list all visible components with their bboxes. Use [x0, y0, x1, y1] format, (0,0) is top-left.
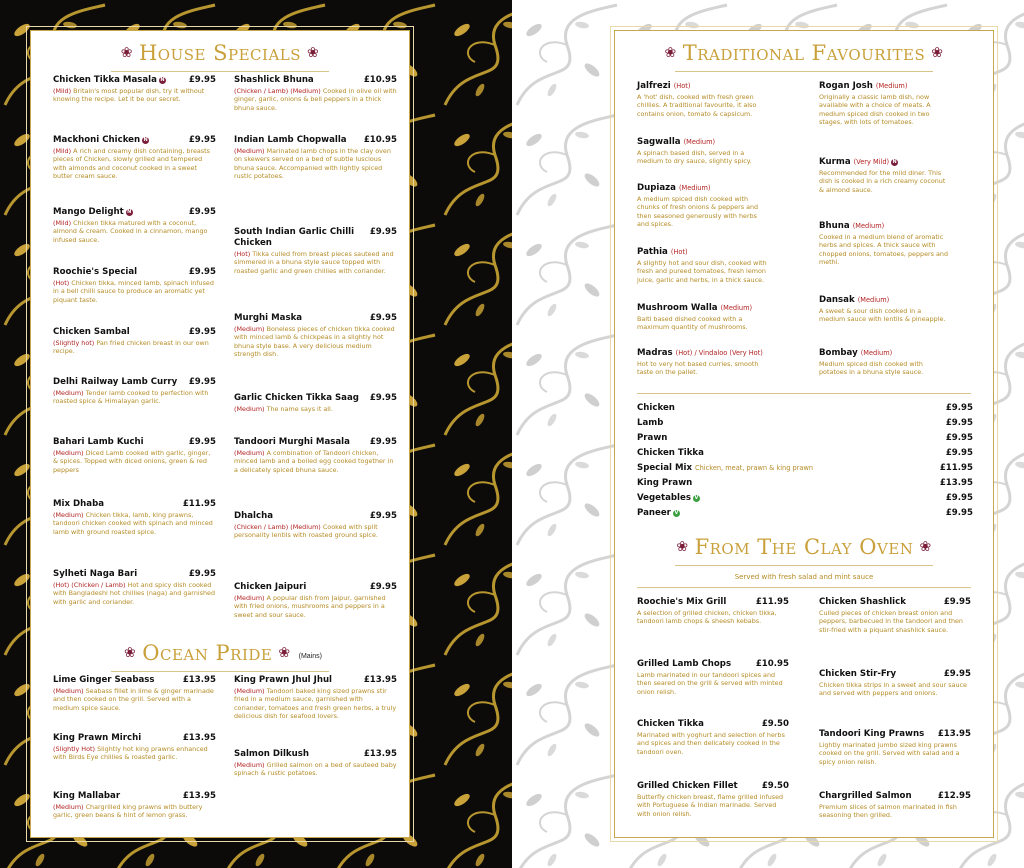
spice-tag: (Medium) [53, 511, 84, 519]
dish-name: Indian Lamb Chopwalla [234, 135, 347, 145]
menu-item [53, 437, 216, 474]
dish-name: Dupiaza [637, 183, 676, 193]
meat-option: Chicken [637, 403, 675, 413]
dish-name: Bombay [819, 348, 858, 358]
dish-description [234, 325, 397, 358]
menu-item [819, 729, 971, 766]
dish-description [234, 687, 397, 720]
description-text: A combination of Tandoori chicken, minced lamb and a boiled egg cooked together in a delicately spiced bhuna sauce. [234, 449, 394, 474]
dish-name: South Indian Garlic Chilli Chicken [234, 227, 355, 248]
menu-item-header [819, 597, 971, 608]
dish-name: Chicken Sambal [53, 327, 130, 337]
dish-price: £13.95 [182, 675, 216, 685]
dish-description [234, 250, 397, 275]
description-text: Chargrilled king prawns with buttery garlic, green beans & hint of lemon grass. [53, 803, 203, 820]
menu-item [637, 719, 789, 756]
dish-price: £11.95 [755, 597, 789, 607]
meat-option: Vegetables [637, 493, 691, 503]
clay-oven-heading: ❀ From The Clay Oven ❀ [676, 535, 932, 559]
traditional-dish [819, 81, 949, 126]
traditional-dish [637, 247, 767, 284]
menu-item [53, 135, 216, 180]
menu-item-header [819, 729, 971, 740]
menu-item [234, 393, 397, 413]
menu-item-header [234, 437, 397, 448]
meat-option: Prawn [637, 433, 668, 443]
dish-price: £13.95 [937, 729, 971, 739]
menu-item-header [234, 675, 397, 686]
dish-description [234, 405, 397, 413]
description-text: The name says it all. [266, 405, 333, 413]
dish-name: Roochie's Mix Grill [637, 597, 727, 607]
menu-item [53, 327, 216, 356]
dish-price: £13.95 [363, 749, 397, 759]
meat-option: King Prawn [637, 478, 693, 488]
dish-price: £9.50 [761, 719, 789, 729]
dish-description [53, 581, 216, 606]
dish-description [53, 803, 216, 820]
dish-description [53, 147, 216, 180]
price-row [637, 506, 973, 521]
dish-name: Dansak [819, 295, 855, 305]
dish-price: £11.95 [182, 499, 216, 509]
dish-name: Grilled Chicken Fillet [637, 781, 738, 791]
vegetarian-icon: V [674, 510, 679, 516]
dish-price: £9.95 [369, 393, 397, 403]
price-row [637, 416, 973, 431]
dish-name: Bahari Lamb Kuchi [53, 437, 144, 447]
dish-name: Tandoori King Prawns [819, 729, 925, 739]
spice-tag: (Hot) / Vindaloo (Very Hot) [675, 349, 763, 357]
menu-item [234, 511, 397, 540]
dish-description: A spinach based dish, served in a medium to dry sauce, slightly spicy. [637, 149, 752, 166]
menu-item-header [234, 75, 397, 86]
menu-item-header [53, 499, 216, 510]
dish-price: £10.95 [363, 135, 397, 145]
spice-tag: (Medium) [53, 449, 84, 457]
description-text: Grilled salmon on a bed of sauteed baby spinach & rustic potatoes. [234, 761, 397, 778]
spice-tag: (Slightly hot) [53, 339, 95, 347]
menu-item-header [53, 675, 216, 686]
menu-item-header [53, 207, 216, 218]
divider [675, 71, 933, 72]
spice-tag: (Hot) [670, 248, 688, 256]
spice-tag: (Medium) [852, 222, 885, 230]
menu-item [234, 675, 397, 720]
spice-tag: (Chicken / Lamb) (Medium) [234, 87, 321, 95]
menu-item-header [819, 791, 971, 802]
dish-price: £9.95 [188, 75, 216, 85]
dish-price: £9.95 [369, 582, 397, 592]
nut-allergen-icon: N [143, 137, 148, 143]
dish-name: Grilled Lamb Chops [637, 659, 732, 669]
option-price: £9.95 [945, 508, 973, 518]
dish-name: King Mallabar [53, 791, 121, 801]
spice-tag: (Medium) [234, 405, 265, 413]
dish-name: Roochie's Special [53, 267, 138, 277]
traditional-dish [819, 157, 949, 194]
description-text: Tandoori baked king sized prawns stir fried in a medium sauce, garnished with coriander, tomatoes and fresh green herbs, a truly delicious dish for seafood lovers. [234, 687, 397, 720]
ornament-icon: ❀ [919, 539, 932, 555]
dish-price: £9.95 [188, 135, 216, 145]
spice-tag: (Very Mild) [853, 158, 890, 166]
menu-item [53, 733, 216, 762]
traditional-dish [637, 348, 767, 377]
spice-tag: (Medium) [234, 325, 265, 333]
dish-description: Marinated with yoghurt and selection of herbs and spices and then delicately cooked in the tandoori oven. [637, 731, 785, 756]
dish-name: Sylheti Naga Bari [53, 569, 138, 579]
dish-price: £13.95 [182, 733, 216, 743]
nut-allergen-icon: N [160, 77, 165, 83]
dish-name: Pathia [637, 247, 668, 257]
dish-price: £9.95 [188, 327, 216, 337]
dish-name: Chicken Shashlick [819, 597, 906, 607]
divider [637, 393, 971, 394]
dish-description: Butterfly chicken breast, flame grilled infused with Portuguese & Indian marinade. Served with onion relish. [637, 793, 784, 818]
spice-tag: (Medium) [860, 349, 893, 357]
menu-item-header [637, 781, 789, 792]
menu-item [819, 597, 971, 634]
description-text: Tikka culled from breast pieces sauteed and simmered in a bhuna style sauce topped with roasted garlic and green chillies with coriander. [234, 250, 394, 275]
house-specials-heading: ❀ House Specials ❀ [120, 41, 320, 65]
dish-price: £9.95 [369, 511, 397, 521]
dish-price: £9.95 [943, 669, 971, 679]
meat-option: Chicken Tikka [637, 448, 704, 458]
dish-description: Premium slices of salmon marinated in fish seasoning then grilled. [819, 803, 957, 820]
dish-name: Madras [637, 348, 673, 358]
menu-item [234, 437, 397, 474]
spice-tag: (Medium) [857, 296, 890, 304]
traditional-dish [637, 137, 767, 166]
menu-item-header [53, 569, 216, 580]
spice-tag: (Hot) [53, 279, 70, 287]
dish-price: £9.50 [761, 781, 789, 791]
menu-item [234, 313, 397, 358]
dish-description: Chicken tikka strips in a sweet and sour sauce and served with peppers and onions. [819, 681, 967, 698]
dish-description [53, 687, 216, 712]
dish-description [234, 761, 397, 778]
dish-name: Chicken Tikka Masala [53, 75, 157, 85]
divider [637, 587, 971, 588]
meat-option: Special Mix [637, 463, 692, 473]
dish-description [53, 279, 216, 304]
menu-item [53, 377, 216, 406]
spice-tag: (Medium) [875, 82, 908, 90]
dish-name: Tandoori Murghi Masala [234, 437, 350, 447]
traditional-favourites-heading: ❀ Traditional Favourites ❀ [664, 41, 944, 65]
ornament-icon: ❀ [124, 645, 137, 661]
dish-description: Medium spiced dish cooked with potatoes in a bhuna style sauce. [819, 360, 924, 377]
menu-item [53, 675, 216, 712]
dish-description: A sweet & sour dish cooked in a medium sauce with lentils & pineapple. [819, 307, 946, 324]
menu-item-header [53, 135, 216, 146]
dish-description [234, 147, 397, 180]
menu-item-header [234, 511, 397, 522]
dish-name: Chicken Jaipuri [234, 582, 307, 592]
menu-item-header [234, 227, 397, 249]
menu-item [53, 267, 216, 304]
traditional-dish [819, 348, 949, 377]
price-row [637, 491, 973, 506]
dish-price: £9.95 [369, 437, 397, 447]
description-text: Cooked in olive oil with ginger, garlic, onions & bell peppers in a thick bhuna sauce. [234, 87, 397, 112]
dish-name: Chicken Stir-Fry [819, 669, 897, 679]
description-text: Boneless pieces of chicken tikka cooked with minced lamb & chickpeas in a slightly hot bhuna style base. A very delicious medium strength dish. [234, 325, 395, 358]
dish-description: Hot to very hot based curries, smooth taste on the pallet. [637, 360, 759, 377]
description-text: Chicken tikka, lamb, king prawns, tandoori chicken cooked with spinach and minced lamb with ground roasted spice. [53, 511, 213, 536]
description-text: Cooked with split personality lentils with roasted ground spice. [234, 523, 378, 540]
nut-allergen-icon: N [127, 209, 132, 215]
dish-name: Rogan Josh [819, 81, 873, 91]
spice-tag: (Medium) [720, 304, 753, 312]
menu-item-header [53, 377, 216, 388]
menu-item-header [234, 135, 397, 146]
dish-name: Kurma [819, 157, 851, 167]
dish-description: A medium spiced dish cooked with chunks of fresh onions & peppers and then seasoned generously with herbs and spices. [637, 195, 759, 228]
spice-tag: (Medium) [234, 594, 265, 602]
spice-tag: (Mild) [53, 147, 72, 155]
dish-price: £9.95 [943, 597, 971, 607]
dish-description [234, 523, 397, 540]
dish-description: Lightly marinated jumbo sized king prawns cooked on the grill. Served with salad and a spicy onion relish. [819, 741, 960, 766]
dish-name: Jalfrezi [637, 81, 671, 91]
menu-item-header [637, 719, 789, 730]
left-menu-panel [30, 30, 410, 838]
meat-option: Lamb [637, 418, 664, 428]
dish-description: Culled pieces of chicken breast onion and peppers, barbecued in the tandoori and then stir-fried with a piquant shashlick sauce. [819, 609, 963, 634]
nut-allergen-icon: N [892, 159, 897, 165]
dish-name: Mix Dhaba [53, 499, 105, 509]
description-text: Chicken tikka matured with a coconut, almond & cream. Cooked in a cinnamon, mango infused sauce. [53, 219, 208, 244]
spice-tag: (Medium) [683, 138, 716, 146]
dish-description: A selection of grilled chicken, chicken tikka, tandoori lamb chops & sheesh kebabs. [637, 609, 777, 626]
menu-item [53, 569, 216, 606]
ornament-icon: ❀ [120, 45, 133, 61]
dish-name: Delhi Railway Lamb Curry [53, 377, 178, 387]
spice-tag: (Medium) [53, 687, 84, 695]
menu-item-header [53, 437, 216, 448]
dish-description: Lamb marinated in our tandoori spices and then seared on the grill & served with minted onion relish. [637, 671, 783, 696]
divider [111, 71, 329, 72]
spice-tag: (Hot) [673, 82, 691, 90]
menu-item-header [234, 393, 397, 404]
dish-price: £9.95 [188, 377, 216, 387]
dish-price: £10.95 [363, 75, 397, 85]
vegetarian-icon: V [694, 495, 699, 501]
dish-name: Chargrilled Salmon [819, 791, 912, 801]
price-row [637, 431, 973, 446]
dish-name: Garlic Chicken Tikka Saag [234, 393, 359, 403]
traditional-dish [637, 183, 767, 228]
option-price: £9.95 [945, 433, 973, 443]
traditional-dish [819, 295, 949, 324]
menu-item [637, 659, 789, 696]
spice-tag: (Mild) [53, 87, 72, 95]
dish-description [234, 449, 397, 474]
traditional-dish [637, 303, 767, 332]
menu-item-header [234, 313, 397, 324]
menu-item [234, 582, 397, 619]
menu-item [819, 669, 971, 698]
menu-item [53, 499, 216, 536]
dish-name: Bhuna [819, 221, 850, 231]
menu-item [53, 791, 216, 820]
dish-description: Recommended for the mild diner. This dish is cooked in a rich creamy coconut & almond sauce. [819, 169, 946, 194]
spice-tag: (Medium) [234, 761, 265, 769]
option-price: £9.95 [945, 418, 973, 428]
dish-description [53, 511, 216, 536]
description-text: Marinated lamb chops in the clay oven on skewers served on a bed of subtle luscious bhuna sauce. Accompanied with lightly spiced rustic potatoes. [234, 147, 391, 180]
ocean-pride-heading: ❀ Ocean Pride ❀ $^{(Mains)}$ [124, 641, 322, 665]
menu-item [234, 75, 397, 112]
dish-price: £12.95 [937, 791, 971, 801]
menu-item-header [53, 327, 216, 338]
dish-description: Originally a classic lamb dish, now available with a choice of meats. A medium spiced dish cooked in two stages, with lots of tomatoes. [819, 93, 931, 126]
dish-price: £13.95 [182, 791, 216, 801]
dish-name: Salmon Dilkush [234, 749, 309, 759]
menu-item-header [53, 267, 216, 278]
price-row [637, 401, 973, 416]
dish-description [53, 745, 216, 762]
ornament-icon: ❀ [307, 45, 320, 61]
divider [111, 671, 329, 672]
description-text: Pan fried chicken breast in our own recipe. [53, 339, 209, 356]
dish-price: £9.95 [188, 267, 216, 277]
traditional-dish [637, 81, 767, 118]
option-price: £9.95 [945, 403, 973, 413]
dish-name: Mushroom Walla [637, 303, 718, 313]
dish-description [234, 594, 397, 619]
description-text: Seabass fillet in lime & ginger marinade and then cooked on the grill. Served with a medium spice sauce. [53, 687, 214, 712]
option-price: £11.95 [939, 463, 973, 473]
option-price: £9.95 [945, 493, 973, 503]
menu-item [53, 207, 216, 244]
spice-tag: (Mild) [53, 219, 72, 227]
spice-tag: (Chicken / Lamb) (Medium) [234, 523, 321, 531]
menu-item-header [637, 659, 789, 670]
traditional-price-list [637, 401, 973, 521]
clay-oven-note: Served with fresh salad and mint sauce [734, 573, 874, 581]
dish-price: £9.95 [188, 207, 216, 217]
dish-name: Mango Delight [53, 207, 124, 217]
description-text: A popular dish from Jaipur, garnished with fried onions, mushrooms and peppers in a sweet and sour sauce. [234, 594, 386, 619]
dish-price: £10.95 [755, 659, 789, 669]
dish-name: Murghi Maska [234, 313, 303, 323]
dish-name: Dhalcha [234, 511, 274, 521]
menu-item [53, 75, 216, 104]
description-text: Slightly hot king prawns enhanced with Birds Eye chillies & roasted garlic. [53, 745, 208, 762]
divider [675, 565, 933, 566]
dish-description [53, 389, 216, 406]
spice-tag: (Medium) [234, 449, 265, 457]
ornament-icon: ❀ [664, 45, 677, 61]
dish-name: King Prawn Mirchi [53, 733, 142, 743]
description-text: Chicken tikka, minced lamb, spinach infused in a bell chilli sauce to produce an aromatic yet piquant taste. [53, 279, 214, 304]
spice-tag: (Medium) [53, 389, 84, 397]
dish-price: £9.95 [369, 313, 397, 323]
menu-item-header [234, 749, 397, 760]
menu-item-header [234, 582, 397, 593]
spice-tag: (Hot) [234, 250, 251, 258]
traditional-dish [819, 221, 949, 266]
dish-description: Balti based dished cooked with a maximum quantity of mushrooms. [637, 315, 748, 332]
ornament-icon: ❀ [676, 539, 689, 555]
dish-price: £9.95 [188, 569, 216, 579]
ornament-icon: ❀ [931, 45, 944, 61]
spice-tag: (Medium) [53, 803, 84, 811]
dish-description [53, 87, 216, 104]
dish-description [53, 449, 216, 474]
menu-item-header [819, 669, 971, 680]
dish-name: Chicken Tikka [637, 719, 704, 729]
dish-description [53, 339, 216, 356]
dish-price: £13.95 [363, 675, 397, 685]
meat-option: Paneer [637, 508, 671, 518]
spice-tag: (Medium) [234, 687, 265, 695]
dish-description: A slightly hot and sour dish, cooked with fresh and pureed tomatoes, fresh lemon juice, garlic and herbs, in a thick sauce. [637, 259, 767, 284]
spice-tag: (Medium) [678, 184, 711, 192]
price-row [637, 476, 973, 491]
dish-name: Mackhoni Chicken [53, 135, 141, 145]
dish-description: Cooked in a medium blend of aromatic herbs and spices. A thick sauce with chopped onions, tomatoes, peppers and methi. [819, 233, 949, 266]
dish-name: Sagwalla [637, 137, 681, 147]
menu-item [234, 749, 397, 778]
spice-tag: (Hot) (Chicken / Lamb) [53, 581, 126, 589]
description-text: A rich and creamy dish containing, breasts pieces of Chicken, slowly grilled and tempered with almonds and coconut cooked in a sweet butter cream sauce. [53, 147, 210, 180]
price-row [637, 461, 973, 476]
option-price: £9.95 [945, 448, 973, 458]
ornament-icon: ❀ [278, 645, 291, 661]
right-menu-panel [614, 30, 994, 838]
menu-item-header [637, 597, 789, 608]
menu-item-header [53, 791, 216, 802]
option-price: £13.95 [939, 478, 973, 488]
spice-tag: (Medium) [234, 147, 265, 155]
menu-item [637, 597, 789, 626]
price-row [637, 446, 973, 461]
spice-tag: (Slightly Hot) [53, 745, 96, 753]
description-text: Diced Lamb cooked with garlic, ginger, & spices. Topped with diced onions, green & red peppers [53, 449, 211, 474]
menu-item-header [53, 733, 216, 744]
dish-name: King Prawn Jhul Jhul [234, 675, 333, 685]
description-text: Tender lamb cooked to perfection with roasted spice & Himalayan garlic. [53, 389, 209, 406]
menu-item [234, 227, 397, 275]
dish-description [234, 87, 397, 112]
dish-description: A 'hot' dish, cooked with fresh green chillies. A traditional favourite, it also contains onion, tomato & capsicum. [637, 93, 757, 118]
dish-description [53, 219, 216, 244]
description-text: Britain's most popular dish, try it without knowing the recipe. Let it be our secret. [53, 87, 205, 104]
menu-item [819, 791, 971, 820]
menu-item-header [53, 75, 216, 86]
menu-item [637, 781, 789, 818]
dish-name: Shashlick Bhuna [234, 75, 314, 85]
description-text: Hot and spicy dish cooked with Bangladeshi hot chillies (naga) and garnished with garlic and coriander. [53, 581, 216, 606]
dish-price: £9.95 [369, 227, 397, 237]
option-note: Chicken, meat, prawn & king prawn [695, 464, 814, 472]
menu-item [234, 135, 397, 180]
dish-price: £9.95 [188, 437, 216, 447]
dish-name: Lime Ginger Seabass [53, 675, 155, 685]
